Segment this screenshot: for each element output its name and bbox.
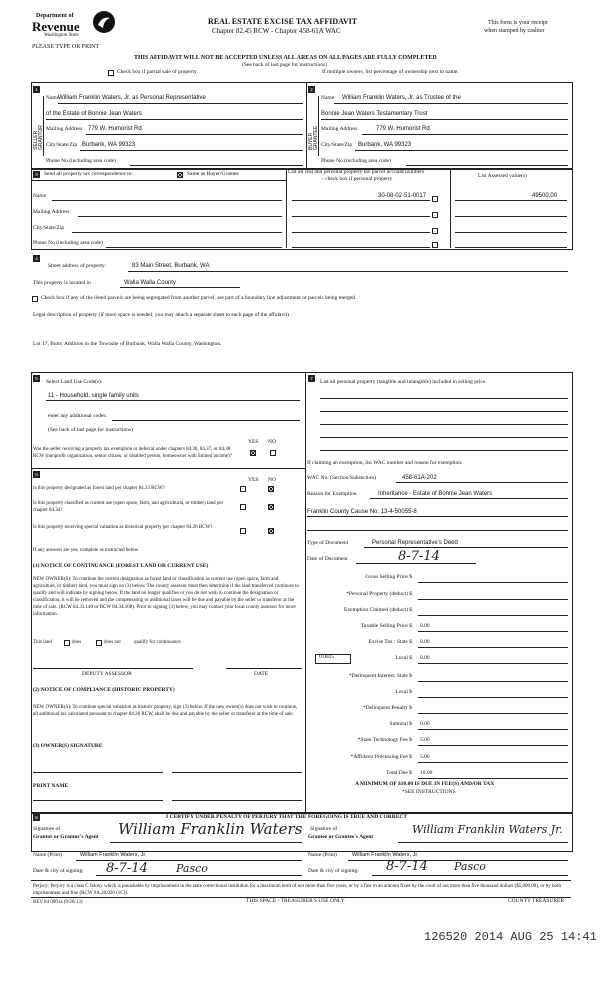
- s3-mailing-label: Mailing Address: [33, 209, 70, 215]
- any-yes-note: If any answers are yes, complete as instructed below.: [33, 548, 140, 553]
- buyer-name-label: Name: [321, 95, 335, 101]
- seller-name-line1[interactable]: William Franklin Waters, Jr. as Personal Representative: [58, 95, 206, 101]
- q-current-text: Is this property classified as current use (open space, farm, and agricultural, or timber) land per chapter 84.34?: [33, 501, 224, 513]
- buyer-phone-label: Phone No.(including area code): [321, 158, 391, 164]
- tax-row-value[interactable]: 10.00: [420, 770, 433, 776]
- doc-date-label: Date of Document: [307, 556, 348, 562]
- tax-row-value[interactable]: 0.00: [420, 639, 430, 645]
- grantor-city[interactable]: Pasco: [176, 862, 208, 875]
- perjury-notice: Perjury: Perjury is a class C felony which is punishable by imprisonment in the state correctional institution for a maximum term of not more than five years, or by a fine in an amount fixed by the court of not more than five thousand dollars ($5,000.00), or by both imprisonment and fine (RCW 9A.20.020 (1C)).: [33, 884, 561, 896]
- assessed-value[interactable]: 49500.00: [532, 193, 558, 199]
- s6-no-header: NO: [268, 477, 276, 483]
- s3-phone-label: Phone No (including area code): [33, 240, 103, 246]
- land-does-not-label: does not: [104, 640, 121, 645]
- seller-mailing-label: Mailing Address: [46, 126, 83, 132]
- exemption-reason-2[interactable]: Franklin County Cause No. 13-4-50055-8: [307, 509, 417, 515]
- street-label: Street address of property:: [48, 263, 107, 269]
- grantee-name-print-label: Name (Print): [308, 852, 337, 858]
- tax-row-label: Local $: [395, 689, 412, 695]
- type-or-print: PLEASE TYPE OR PRINT: [32, 44, 100, 50]
- section-4-badge: 4: [33, 255, 40, 262]
- form-number: REV 84 0001a (9/26/13): [33, 900, 83, 905]
- tax-row-label: Subtotal $: [389, 721, 412, 727]
- parcel-4-personal-checkbox[interactable]: [432, 242, 438, 248]
- located-label: This property is located in: [33, 280, 91, 286]
- q-forest-text: Is this property designated as forest land per chapter 84.33 RCW?: [33, 486, 165, 491]
- receipt-note-2: when stamped by cashier: [484, 28, 545, 34]
- doc-type[interactable]: Personal Representative's Deed: [372, 540, 458, 546]
- multiple-owners-note: If multiple owners, list percentage of ownership next to name.: [322, 69, 459, 75]
- grantee-city[interactable]: Pasco: [454, 860, 486, 873]
- wac-number[interactable]: 458-61A-202: [402, 475, 437, 481]
- buyer-side-label: BUYER GRANTEE: [308, 125, 319, 150]
- grantor-sig-label-1: Signature of: [33, 826, 61, 832]
- buyer-city[interactable]: Burbank, WA 99323: [358, 142, 412, 148]
- grantor-name-print-label: Name (Print): [33, 852, 62, 858]
- additional-codes-label: enter any additional codes:: [48, 413, 108, 419]
- print-name-label: PRINT NAME: [33, 783, 69, 789]
- segregated-checkbox[interactable]: [32, 296, 38, 302]
- this-land-label: This land: [33, 640, 52, 645]
- q-historic-no[interactable]: [268, 528, 274, 534]
- seller-name-line2[interactable]: of the Estate of Bonnie Jean Waters: [46, 111, 142, 117]
- q-forest-yes[interactable]: [240, 486, 246, 492]
- tax-row-label: Exemption Claimed (deduct) $: [344, 607, 412, 613]
- buyer-city-label: City/State/Zip: [321, 142, 353, 148]
- tax-row-label: *Delinquent Interest: State $: [348, 673, 412, 679]
- land-does-label: does: [72, 640, 82, 645]
- section-5-badge: 5: [33, 375, 40, 382]
- same-as-buyer-label: Same as Buyer/Grantee: [187, 171, 239, 177]
- tax-row-label: *Affidavit Processing Fee $: [350, 754, 412, 760]
- tax-row-label: Total Due $: [386, 770, 412, 776]
- tax-row-value[interactable]: 0.00: [420, 721, 430, 727]
- personal-property-label: List all personal property (tangible and intangible) included in selling price.: [320, 379, 487, 385]
- county-treasurer-label: COUNTY TREASURER: [508, 898, 565, 904]
- q-historic-yes[interactable]: [240, 528, 246, 534]
- tax-row-label: *Delinquent Penalty $: [362, 705, 412, 711]
- see-back-note: (See back of last page for instructions): [242, 62, 327, 68]
- street-address[interactable]: 83 Main Street, Burbank, WA: [132, 263, 210, 269]
- s5-see-back: (See back of last page for instructions): [48, 427, 133, 433]
- tax-row-value[interactable]: 5.00: [420, 754, 430, 760]
- s6-yes-header: YES: [248, 477, 259, 483]
- s3-city-label: City/State/Zip: [33, 225, 65, 231]
- doc-date[interactable]: 8-7-14: [398, 549, 440, 564]
- tax-row-label: *Personal Property (deduct) $: [346, 591, 412, 597]
- grantor-name-print[interactable]: William Franklin Waters, Jr.: [80, 852, 147, 858]
- doc-type-label: Type of Document: [307, 540, 349, 546]
- grantor-date[interactable]: 8-7-14: [106, 861, 148, 876]
- tax-row-value[interactable]: 0.00: [420, 623, 430, 629]
- receipt-note-1: This form is your receipt: [488, 20, 548, 26]
- grantee-date-city-label: Date & city of signing:: [308, 868, 359, 874]
- minimum-note-2: *SEE INSTRUCTIONS: [402, 789, 456, 795]
- tax-row-label: *State Technology Fee $: [357, 737, 412, 743]
- partial-sale-checkbox[interactable]: [108, 70, 114, 76]
- parcel-1-personal-checkbox[interactable]: [432, 196, 438, 202]
- buyer-mailing-label: Mailing Address: [321, 126, 358, 132]
- q-current-no[interactable]: [268, 504, 274, 510]
- seller-side-label: SELLER GRANTOR: [33, 125, 44, 150]
- wac-label: WAC No. (Section/Subsection): [307, 475, 376, 481]
- grantor-date-city-label: Date & city of signing:: [33, 868, 84, 874]
- logo-dept-of: Department of: [36, 13, 74, 19]
- assessed-header: List Assessed value(s): [478, 173, 527, 179]
- section-2-badge: 2: [308, 86, 315, 93]
- grantee-date[interactable]: 8-7-14: [386, 859, 428, 874]
- q-forest-no[interactable]: [268, 486, 274, 492]
- buyer-name-line1[interactable]: William Franklin Waters, Jr. as Trustee of the: [342, 95, 461, 101]
- q-current-yes[interactable]: [240, 504, 246, 510]
- notice-2-body: NEW OWNER(S): To continue special valuation as historic property, sign (3) below. If the new owner(s) does not wish to continue, all additional tax calculated pursuant to chapter 84.26 RCW, shall be due and payable by the seller or transferor at the time of sale.: [33, 705, 298, 717]
- grantee-sig-label-1: Signature of: [310, 826, 338, 832]
- recording-stamp: 126520 2014 AUG 25 14:41: [424, 930, 597, 944]
- tax-row-value[interactable]: 0.00: [420, 655, 430, 661]
- s5-no-header: NO: [268, 439, 276, 445]
- deputy-assessor-label: DEPUTY ASSESSOR: [82, 671, 132, 677]
- section-1-badge: 1: [33, 86, 40, 93]
- treasurer-use-label: THIS SPACE - TREASURER'S USE ONLY: [246, 898, 345, 904]
- segregated-label: Check box if any of the listed parcels are being segregated from another parcel, are part of a boundary line adjustment or parcels being merged.: [41, 295, 357, 301]
- seller-phone-label: Phone No.(including area code): [46, 158, 116, 164]
- parcel-number[interactable]: 30-08-02-51-0017: [378, 193, 427, 199]
- seller-city-label: City/State/Zip: [46, 142, 78, 148]
- buyer-name-line2[interactable]: Bonnie Jean Waters Testamentary Trust: [321, 111, 428, 117]
- notice-1-body: NEW OWNER(S): To continue the current designation as forest land or classification as current use (open space, farm and agriculture, or timber) land, you must sign on (3) below. The county assessor must then determine if the land transferred continues to qualify and will indicate by signing below. If the land no longer qualifies or you do not wish to continue the designation or classification, it will be removed and the compensating or additional taxes will be due and payable by the seller or transferor at the time of sale. (RCW 84.33.140 or RCW 84.34.108). Prior to signing (3) below, you may contact your local county assessor for more information.: [33, 577, 299, 617]
- notice-2-title: (2) NOTICE OF COMPLIANCE (HISTORIC PROPERTY): [33, 687, 175, 693]
- certify-statement: I CERTIFY UNDER PENALTY OF PERJURY THAT THE FOREGOING IS TRUE AND CORRECT: [166, 814, 408, 820]
- tax-row-label: Taxable Selling Price $: [360, 623, 412, 629]
- s5-yes-header: YES: [248, 439, 259, 445]
- q-exempt-yes[interactable]: [250, 450, 256, 456]
- warning-banner: THIS AFFIDAVIT WILL NOT BE ACCEPTED UNLESS ALL AREAS ON ALL PAGES ARE FULLY COMPLETED: [134, 55, 437, 61]
- parcel-header-2: - check box if personal property: [322, 176, 393, 182]
- seller-city[interactable]: Burbank, WA 99323: [82, 142, 136, 148]
- grantee-name-print[interactable]: William Franklin Waters, Jr.: [352, 852, 419, 858]
- logo-revenue: Revenue: [32, 19, 80, 34]
- owner-signature-title: (3) OWNER(S) SIGNATURE: [33, 743, 103, 749]
- form-subtitle: Chapter 82.45 RCW - Chapter 458-61A WAC: [212, 27, 341, 35]
- grantee-signature[interactable]: William Franklin Waters Jr.: [412, 823, 563, 836]
- notice-1-title: (1) NOTICE OF CONTINUANCE (FOREST LAND OR CURRENT USE): [33, 563, 209, 569]
- dor-seal-icon: [92, 10, 116, 34]
- send-tax-label: Send all property tax correspondence to:: [44, 171, 134, 177]
- parcel-3-personal-checkbox[interactable]: [432, 228, 438, 234]
- parcel-header-1: List all real and personal property tax parcel account numbers: [288, 169, 425, 175]
- q-exempt-no[interactable]: [270, 450, 276, 456]
- q-historic-text: Is this property receiving special valuation as historical property per chapter 84.26 RCW?: [33, 525, 213, 530]
- reason-label: Reason for Exemption: [307, 491, 357, 497]
- exemption-reason[interactable]: Inheritance - Estate of Bonnie Jean Waters: [378, 491, 493, 497]
- q-exempt-text: Was the seller receiving a property tax exemption or deferral under chapters 84.36, 84.37, or 84.38 RCW (nonprofit organization, senior citizen, or disabled person, homeowner with limited income)?: [33, 447, 232, 459]
- parcel-2-personal-checkbox[interactable]: [432, 212, 438, 218]
- section-6-badge: 6: [33, 471, 40, 478]
- grantor-signature[interactable]: William Franklin Waters: [118, 820, 303, 838]
- buyer-mailing[interactable]: 779 W. Humorist Rd.: [376, 126, 432, 132]
- grantor-sig-label-2: Grantor or Grantor's Agent: [33, 834, 99, 840]
- partial-sale-label: Check box if partial sale of property: [117, 69, 197, 75]
- same-as-buyer-checkbox[interactable]: [177, 172, 183, 178]
- legal-desc-label: Legal description of property (if more space is needed, you may attach a separate sheet to each page of the affidavit): [33, 312, 289, 318]
- legal-description[interactable]: Lot 17, Butts' Addition to the Townsite of Burbank, Walla Walla County, Washington.: [33, 341, 222, 347]
- seller-mailing[interactable]: 779 W. Humorist Rd.: [88, 126, 144, 132]
- tax-row-label: Excise Tax : State $: [368, 639, 412, 645]
- section-7-badge: 7: [308, 375, 315, 382]
- deputy-date-label: DATE: [254, 671, 269, 677]
- section-3-badge: 3: [33, 171, 40, 178]
- land-does-checkbox[interactable]: [64, 640, 70, 646]
- seller-name-label: Name: [46, 95, 60, 101]
- form-title: REAL ESTATE EXCISE TAX AFFIDAVIT: [208, 17, 358, 26]
- exemption-label: If claiming an exemption, list WAC number and reason for exemption:: [307, 460, 463, 466]
- land-use-code[interactable]: 11 - Household, single family units: [48, 393, 139, 399]
- located-county[interactable]: Walla Walla County: [124, 280, 176, 286]
- section-8-badge: 8: [33, 814, 40, 821]
- logo-state: Washington State: [44, 33, 79, 38]
- s3-name-label: Name: [33, 193, 47, 199]
- land-use-label: Select Land Use Code(s):: [46, 379, 103, 385]
- tax-row-label: Gross Selling Price $: [365, 574, 412, 580]
- tax-row-value[interactable]: 5.00: [420, 737, 430, 743]
- qualify-label: qualify for continuance.: [134, 640, 182, 645]
- local-rate: 0.0025: [319, 654, 335, 660]
- tax-row-label: Local $: [395, 655, 412, 661]
- minimum-note-1: A MINIMUM OF $10.00 IS DUE IN FEE(S) AND/OR TAX: [355, 781, 495, 787]
- grantee-sig-label-2: Grantee or Grantee's Agent: [308, 834, 374, 840]
- land-does-not-checkbox[interactable]: [96, 640, 102, 646]
